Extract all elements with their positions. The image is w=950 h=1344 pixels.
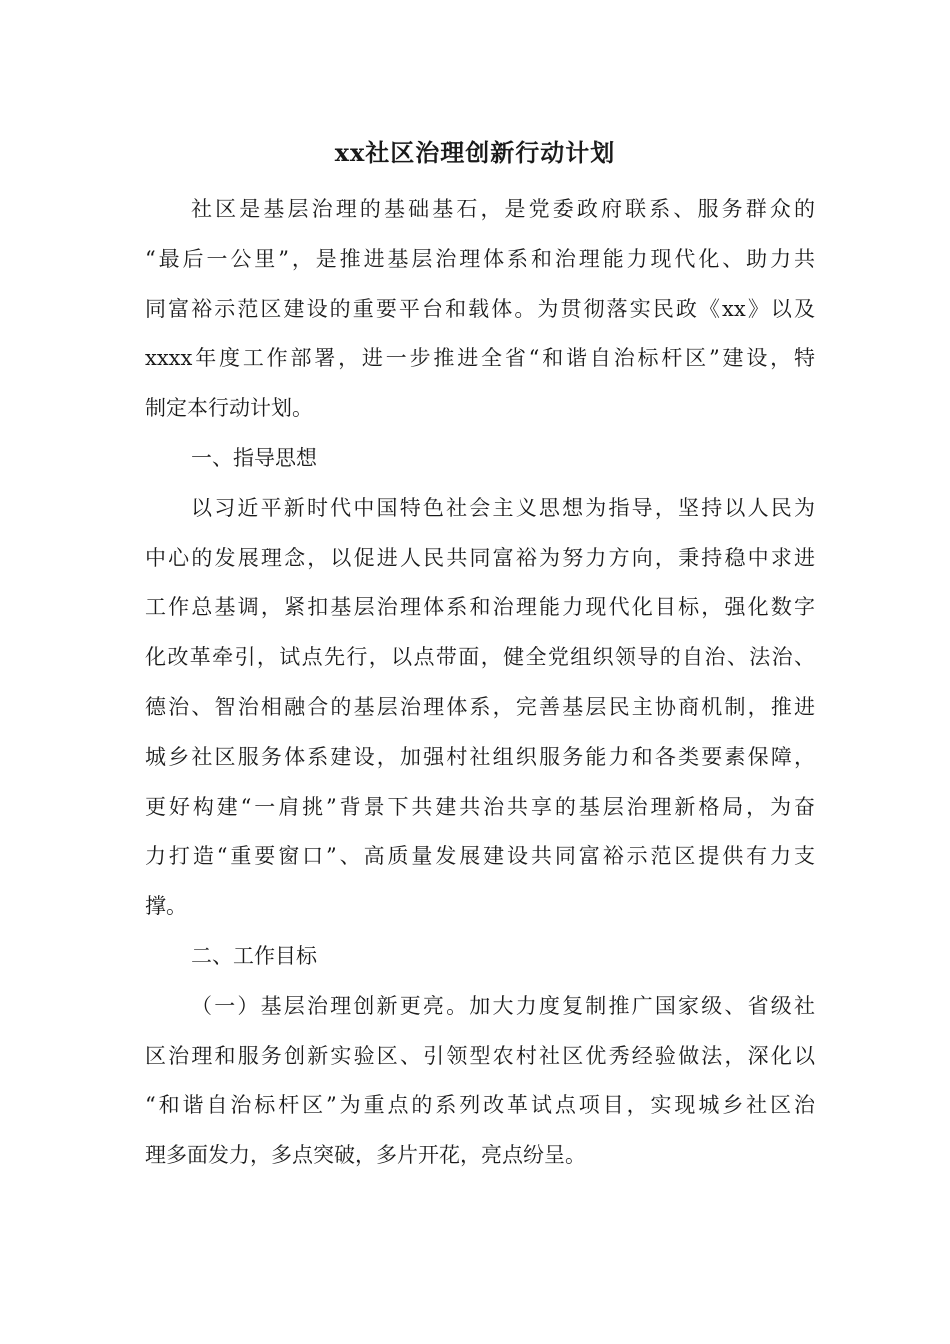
text-line: 二、工作目标 [191,943,317,968]
text-line: 一、指导思想 [191,445,317,470]
text-line: 城乡社区服务体系建设，加强村社组织服务能力和各类要素保障， [145,744,815,769]
text-line: 化改革牵引，试点先行，以点带面，健全党组织领导的自治、法治、 [145,645,815,670]
document-body [145,185,815,1181]
text-line: 以习近平新时代中国特色社会主义思想为指导，坚持以人民为 [191,495,815,520]
text-line: xxxx年度工作部署，进一步推进全省“和谐自治标杆区”建设，特 [145,346,815,371]
text-line: 社区是基层治理的基础基石，是党委政府联系、服务群众的 [191,197,815,221]
text-line: 撑。 [145,894,187,919]
text-line: 力打造“重要窗口”、高质量发展建设共同富裕示范区提供有力支 [145,844,815,869]
text-line: （一）基层治理创新更亮。加大力度复制推广国家级、省级社 [191,993,815,1018]
text-line: 理多面发力，多点突破，多片开花，亮点纷呈。 [145,1143,586,1168]
text-line: 德治、智治相融合的基层治理体系，完善基层民主协商机制，推进 [145,694,815,719]
text-line: 同富裕示范区建设的重要平台和载体。为贯彻落实民政《xx》以及 [145,296,815,321]
text-line: 区治理和服务创新实验区、引领型农村社区优秀经验做法，深化以 [145,1043,815,1068]
text-line: 更好构建“一肩挑”背景下共建共治共享的基层治理新格局，为奋 [145,794,815,819]
text-line: 制定本行动计划。 [145,396,313,421]
text-line: “和谐自治标杆区”为重点的系列改革试点项目，实现城乡社区治 [145,1093,815,1118]
text-line: 中心的发展理念，以促进人民共同富裕为努力方向，秉持稳中求进 [145,545,815,570]
text-line: “最后一公里”，是推进基层治理体系和治理能力现代化、助力共 [145,246,815,271]
document-title: xx社区治理创新行动计划 [334,138,616,167]
text-line: 工作总基调，紧扣基层治理体系和治理能力现代化目标，强化数字 [145,595,815,620]
